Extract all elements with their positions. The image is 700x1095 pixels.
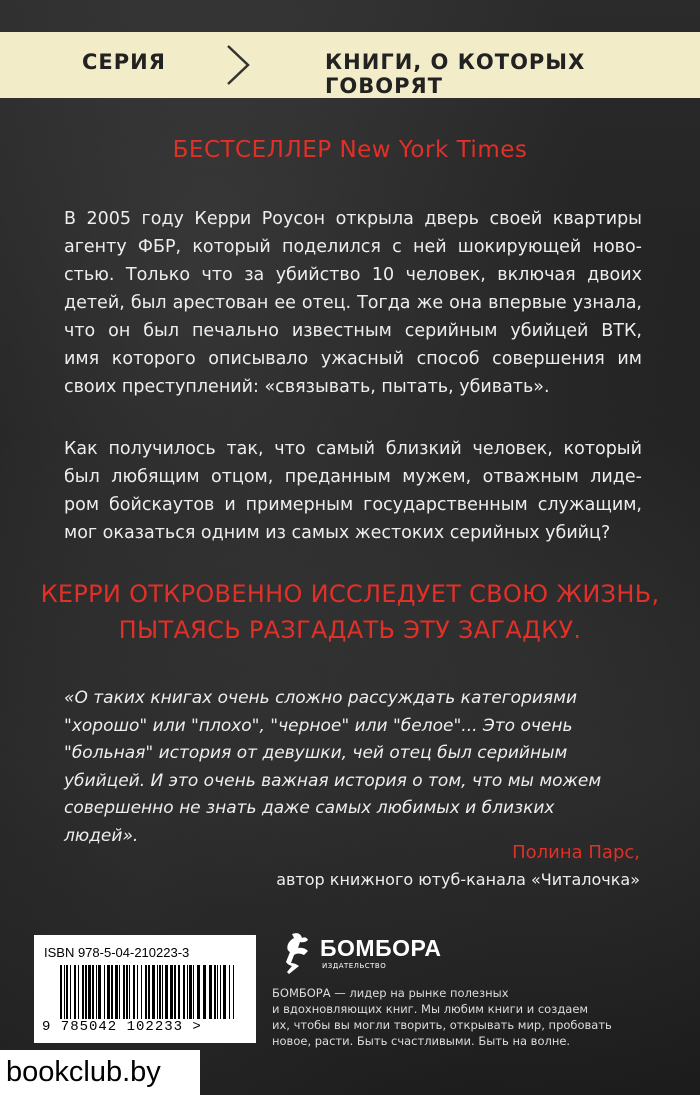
review-quote [64,685,664,850]
quote-line: совершенно не знать даже самых любимых и близких [64,798,555,818]
series-label: СЕРИЯ [82,50,166,74]
chevron-right-icon [222,42,252,88]
series-banner [0,32,700,98]
quote-line: людей». [64,825,139,846]
text-line: Как получилось так, что самый близкий человек, который [64,439,642,459]
tagline-line-2: ПЫТАЯСЬ РАЗГАДАТЬ ЭТУ ЗАГАДКУ. [118,616,582,644]
description-paragraph-1 [64,205,642,401]
publisher-logo-subtitle: ИЗДАТЕЛЬСТВО [322,962,387,970]
series-name: КНИГИ, О КОТОРЫХ ГОВОРЯТ [325,50,586,98]
publisher-line: и вдохновляющих книг. Мы любим книги и создаем [272,1002,589,1016]
text-line: мог оказаться одним из самых жестоких серийных убийц? [64,523,611,543]
text-line: ром бойскаутов и примерным государственным служащим, [64,495,642,515]
text-line: стью. Только что за убийство 10 человек, включая двоих [64,265,642,285]
quote-line: «О таких книгах очень сложно рассуждать категориями [64,688,578,708]
publisher-line: их, чтобы вы могли творить, открывать мир, пробовать [272,1018,612,1032]
text-line: своих преступлений: «связывать, пытать, убивать». [64,377,550,397]
quote-author-role: автор книжного ютуб-канала «Читалочка» [276,870,640,889]
publisher-line: БОМБОРА — лидер на рынке полезных [272,986,509,1000]
watermark [0,1050,200,1095]
barcode-number: 9 785042 102233 > [42,1019,202,1035]
text-line: имя которого описывало ужасный способ совершения им [64,349,642,369]
text-line: детей, был арестован ее отец. Тогда же она впервые узнала, [64,293,642,313]
isbn-text: ISBN 978-5-04-210223-3 [44,945,190,960]
barcode-icon [58,965,238,1023]
quote-line: "хорошо" или "плохо", "черное" или "белое"... Это очень [64,715,573,736]
bombora-logo-icon [278,930,318,976]
quote-line: убийцей. И это очень важная история о том, что мы можем [64,770,602,791]
text-line: агенту ФБР, который поделился с ней шокирующей ново- [64,237,642,257]
publisher-description [272,985,652,1049]
publisher-line: новое, расти. Быть счастливыми. Быть на волне. [272,1034,571,1048]
publisher-logo-text: БОМБОРА [320,935,442,961]
tagline-line-1: КЕРРИ ОТКРОВЕННО ИССЛЕДУЕТ СВОЮ ЖИЗНЬ, [40,580,660,608]
quote-line: "больная" история от девушки, чей отец был серийным [64,743,568,763]
text-line: В 2005 году Керри Роусон открыла дверь своей квартиры [64,209,642,229]
barcode-block [34,935,256,1043]
text-line: был любящим отцом, преданным мужем, отважным лиде- [64,467,642,487]
bestseller-badge: БЕСТСЕЛЛЕР New York Times [172,137,528,163]
text-line: что он был печально известным серийным убийцей ВТК, [64,321,642,341]
description-paragraph-2 [64,435,642,547]
quote-author-name: Полина Парс, [512,842,640,863]
watermark-text: bookclub.by [6,1056,161,1088]
